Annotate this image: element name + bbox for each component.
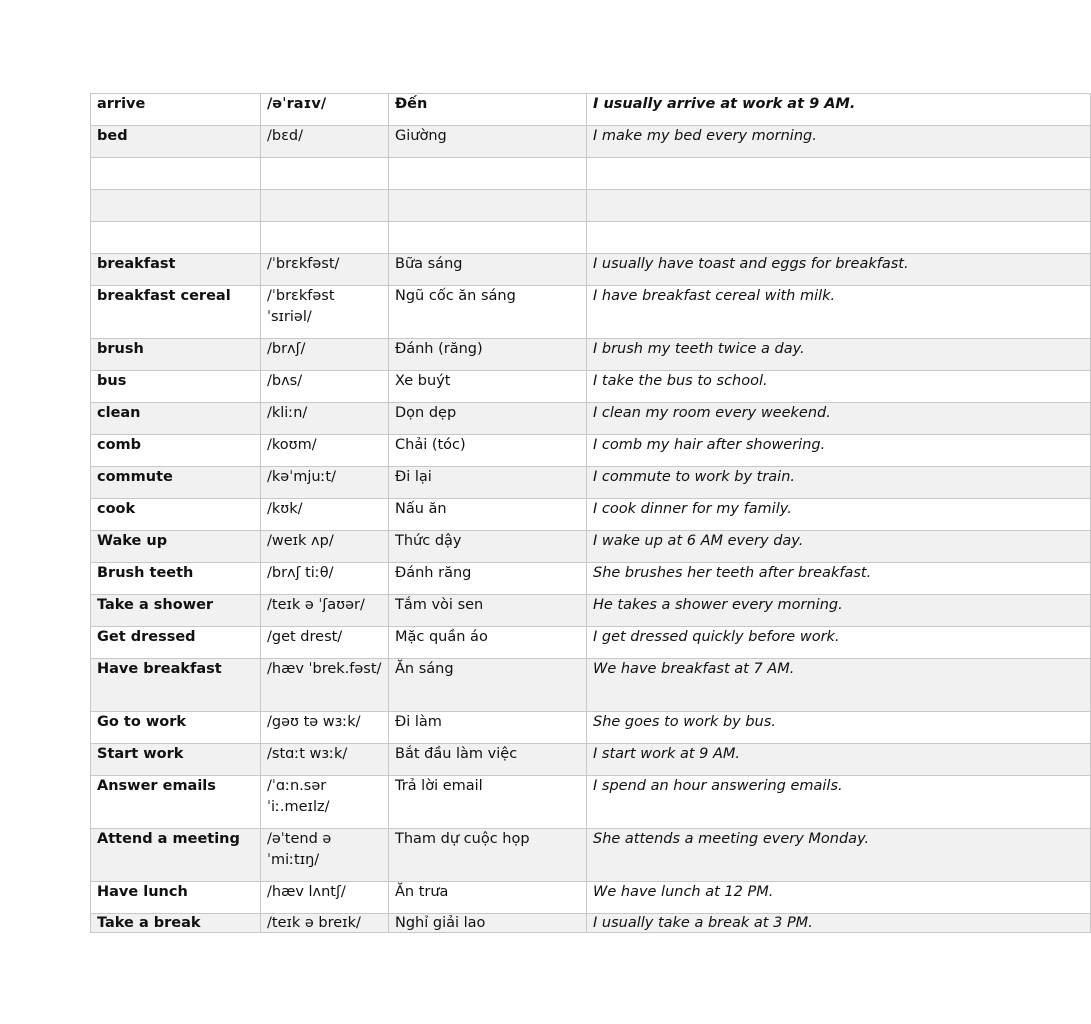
table-row: [91, 435, 1091, 467]
ipa-cell: [261, 222, 389, 254]
example-cell: [587, 222, 1091, 254]
ipa-cell: /kəˈmjuːt/: [261, 467, 389, 499]
table-row: [91, 339, 1091, 371]
meaning-cell: Trả lời email: [389, 776, 587, 829]
table-row: [91, 467, 1091, 499]
word-cell: Start work: [91, 744, 261, 776]
ipa-cell: /get drest/: [261, 627, 389, 659]
example-cell: I wake up at 6 AM every day.: [587, 531, 1091, 563]
ipa-cell: [261, 158, 389, 190]
ipa-cell: /ˈɑːn.sər ˈiː.meɪlz/: [261, 776, 389, 829]
table-row: [91, 531, 1091, 563]
word-cell: Have breakfast: [91, 659, 261, 712]
word-cell: Take a shower: [91, 595, 261, 627]
word-cell: breakfast: [91, 254, 261, 286]
example-cell: I usually arrive at work at 9 AM.: [587, 94, 1091, 126]
ipa-cell: /brʌʃ/: [261, 339, 389, 371]
ipa-cell: /kliːn/: [261, 403, 389, 435]
ipa-cell: /weɪk ʌp/: [261, 531, 389, 563]
word-cell: [91, 222, 261, 254]
word-cell: Get dressed: [91, 627, 261, 659]
example-cell: I start work at 9 AM.: [587, 744, 1091, 776]
word-cell: Brush teeth: [91, 563, 261, 595]
table-row: [91, 744, 1091, 776]
ipa-cell: /gəʊ tə wɜːk/: [261, 712, 389, 744]
table-row: [91, 914, 1091, 933]
example-cell: [587, 190, 1091, 222]
word-cell: Attend a meeting: [91, 829, 261, 882]
meaning-cell: Đánh răng: [389, 563, 587, 595]
word-cell: bus: [91, 371, 261, 403]
vocabulary-table-container: [90, 93, 909, 931]
vocabulary-table: [90, 93, 1091, 933]
table-row: [91, 403, 1091, 435]
word-cell: Go to work: [91, 712, 261, 744]
table-row: [91, 286, 1091, 339]
table-row: [91, 94, 1091, 126]
meaning-cell: Xe buýt: [389, 371, 587, 403]
meaning-cell: [389, 158, 587, 190]
ipa-cell: /bʌs/: [261, 371, 389, 403]
word-cell: commute: [91, 467, 261, 499]
word-cell: arrive: [91, 94, 261, 126]
example-cell: I usually have toast and eggs for breakfast.: [587, 254, 1091, 286]
meaning-cell: [389, 190, 587, 222]
meaning-cell: Tắm vòi sen: [389, 595, 587, 627]
ipa-cell: /brʌʃ tiːθ/: [261, 563, 389, 595]
meaning-cell: Thức dậy: [389, 531, 587, 563]
example-cell: I make my bed every morning.: [587, 126, 1091, 158]
ipa-cell: /teɪk ə breɪk/: [261, 914, 389, 933]
word-cell: Wake up: [91, 531, 261, 563]
example-cell: She goes to work by bus.: [587, 712, 1091, 744]
ipa-cell: /ˈbrɛkfəst ˈsɪriəl/: [261, 286, 389, 339]
table-row: [91, 627, 1091, 659]
ipa-cell: /hæv lʌntʃ/: [261, 882, 389, 914]
word-cell: Have lunch: [91, 882, 261, 914]
meaning-cell: Ăn sáng: [389, 659, 587, 712]
example-cell: She brushes her teeth after breakfast.: [587, 563, 1091, 595]
example-cell: I commute to work by train.: [587, 467, 1091, 499]
example-cell: I spend an hour answering emails.: [587, 776, 1091, 829]
meaning-cell: Ngũ cốc ăn sáng: [389, 286, 587, 339]
meaning-cell: Nấu ăn: [389, 499, 587, 531]
example-cell: I take the bus to school.: [587, 371, 1091, 403]
meaning-cell: Đánh (răng): [389, 339, 587, 371]
word-cell: Take a break: [91, 914, 261, 933]
meaning-cell: [389, 222, 587, 254]
example-cell: [587, 158, 1091, 190]
meaning-cell: Giường: [389, 126, 587, 158]
table-row: [91, 882, 1091, 914]
table-row: [91, 499, 1091, 531]
table-row: [91, 712, 1091, 744]
meaning-cell: Nghỉ giải lao: [389, 914, 587, 933]
example-cell: I have breakfast cereal with milk.: [587, 286, 1091, 339]
example-cell: I usually take a break at 3 PM.: [587, 914, 1091, 933]
word-cell: brush: [91, 339, 261, 371]
meaning-cell: Bữa sáng: [389, 254, 587, 286]
word-cell: clean: [91, 403, 261, 435]
word-cell: [91, 158, 261, 190]
example-cell: We have breakfast at 7 AM.: [587, 659, 1091, 712]
table-row: [91, 158, 1091, 190]
ipa-cell: /ˈbrɛkfəst/: [261, 254, 389, 286]
table-row: [91, 254, 1091, 286]
meaning-cell: Đi làm: [389, 712, 587, 744]
word-cell: Answer emails: [91, 776, 261, 829]
ipa-cell: /kʊk/: [261, 499, 389, 531]
meaning-cell: Mặc quần áo: [389, 627, 587, 659]
example-cell: I cook dinner for my family.: [587, 499, 1091, 531]
example-cell: I clean my room every weekend.: [587, 403, 1091, 435]
word-cell: bed: [91, 126, 261, 158]
table-row: [91, 190, 1091, 222]
example-cell: She attends a meeting every Monday.: [587, 829, 1091, 882]
table-row: [91, 222, 1091, 254]
ipa-cell: /əˈraɪv/: [261, 94, 389, 126]
example-cell: I get dressed quickly before work.: [587, 627, 1091, 659]
example-cell: I brush my teeth twice a day.: [587, 339, 1091, 371]
meaning-cell: Dọn dẹp: [389, 403, 587, 435]
table-row: [91, 563, 1091, 595]
meaning-cell: Đi lại: [389, 467, 587, 499]
meaning-cell: Ăn trưa: [389, 882, 587, 914]
ipa-cell: /koʊm/: [261, 435, 389, 467]
ipa-cell: [261, 190, 389, 222]
example-cell: He takes a shower every morning.: [587, 595, 1091, 627]
example-cell: I comb my hair after showering.: [587, 435, 1091, 467]
ipa-cell: /teɪk ə ˈʃaʊər/: [261, 595, 389, 627]
table-row: [91, 829, 1091, 882]
ipa-cell: /hæv ˈbrek.fəst/: [261, 659, 389, 712]
ipa-cell: /stɑːt wɜːk/: [261, 744, 389, 776]
table-row: [91, 126, 1091, 158]
word-cell: comb: [91, 435, 261, 467]
ipa-cell: /əˈtend ə ˈmiːtɪŋ/: [261, 829, 389, 882]
meaning-cell: Chải (tóc): [389, 435, 587, 467]
table-row: [91, 776, 1091, 829]
word-cell: breakfast cereal: [91, 286, 261, 339]
table-row: [91, 659, 1091, 712]
word-cell: [91, 190, 261, 222]
meaning-cell: Đến: [389, 94, 587, 126]
example-cell: We have lunch at 12 PM.: [587, 882, 1091, 914]
table-row: [91, 371, 1091, 403]
meaning-cell: Bắt đầu làm việc: [389, 744, 587, 776]
table-row: [91, 595, 1091, 627]
meaning-cell: Tham dự cuộc họp: [389, 829, 587, 882]
word-cell: cook: [91, 499, 261, 531]
ipa-cell: /bɛd/: [261, 126, 389, 158]
